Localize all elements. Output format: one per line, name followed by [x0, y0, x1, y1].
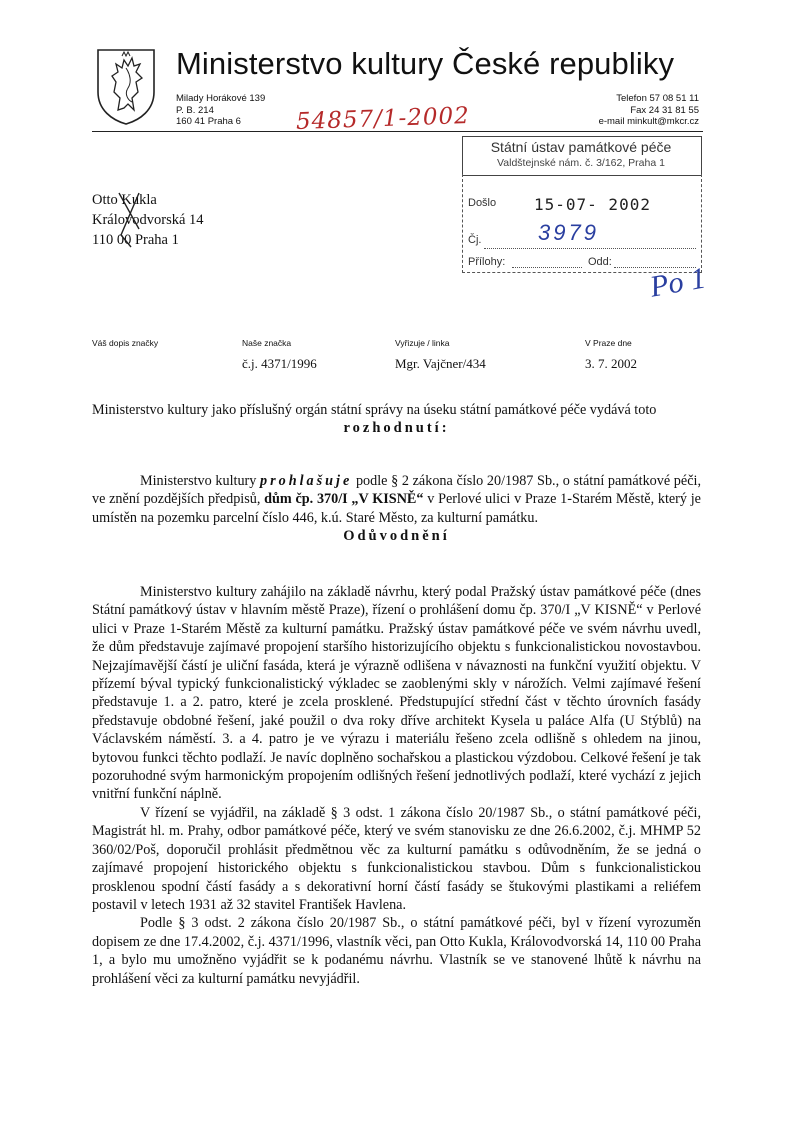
- decision-house: dům čp. 370/I „V KISNĚ“: [264, 491, 424, 508]
- stamp-department-label: Odd:: [588, 256, 612, 268]
- decision-text-b: podle § 2 zákona číslo 20/1987 Sb., o státní památkové péči, ve znění pozdějších předpisů,: [92, 473, 701, 508]
- reasoning-section: [92, 583, 701, 988]
- stamp-organization: Státní ústav památkové péče: [490, 139, 672, 155]
- our-reference: č.j. 4371/1996: [242, 356, 317, 371]
- fax: Fax 24 31 81 55: [630, 104, 699, 116]
- intro-text: Ministerstvo kultury jako příslušný orgán státní správy na úseku státní památkové péče vydává toto: [92, 402, 657, 418]
- handwritten-po-mark: Po 1: [647, 261, 709, 304]
- stamp-ref-line: [484, 248, 696, 249]
- decision-text-c: v Perlové ulici v Praze 1-Starém Městě, který je umístěn na pozemku parcelní číslo 446, k.ú. Staré Město, za kulturní památku.: [92, 491, 701, 526]
- reasoning-paragraph-2: V řízení se vyjádřil, na základě § 3 odst. 1 zákona číslo 20/1987 Sb., o státní památkové péči, Magistrát hl. m. Prahy, odbor památkové péče, který ve svém stanovisku ze dne 26.6.2002, č.j. MHMP 52 360/02/Poš, doporučil prohlásit předmětnou věc za kulturní památku s odůvodněním, že se jedná o zajímavé propojení historického objektu s funkcionalistickou stavbou. Dům s funkcionalistickou prosklenou spodní částí fasády a s dekorativní horní částí fasády se štukovými plastikami a reliéfem postavil v letech 1931 až 32 stavitel František Havlena.: [92, 804, 701, 913]
- label-our-reference: Naše značka: [242, 338, 292, 348]
- handled-by: Mgr. Vajčner/434: [395, 356, 486, 371]
- reasoning-heading: Odůvodnění: [343, 528, 450, 545]
- label-date: V Praze dne: [585, 338, 632, 348]
- recipient-name: Otto Kukla: [92, 192, 157, 208]
- coat-of-arms-logo: [96, 48, 156, 126]
- email: e-mail minkult@mkcr.cz: [598, 116, 699, 127]
- decision-paragraph: [92, 472, 701, 546]
- handwritten-strike-mark: [117, 189, 141, 251]
- recipient-address: [92, 190, 204, 250]
- receipt-stamp: [462, 136, 702, 274]
- stamp-ref-label: Čj.: [468, 234, 482, 246]
- reasoning-paragraph-1: Ministerstvo kultury zahájilo na základě návrhu, který podal Pražský ústav památkové péče (dnes Státní památkový ústav v hlavním městě Praze), řízení o prohlášení domu čp. 370/I „V KISNĚ“ v Perlové ulici v Praze 1-Starém Městě za kulturní památku. Pražský ústav památkové péče ve svém návrhu uvedl, že dům představuje zajímavé propojení staršího historizujícího objektu s funkcionalistickou novostavbou. Nejzajímavější částí je uliční fasáda, která je výrazně odlišena v návaznosti na funkční využití objektu. V přízemí býval typický funkcionalistický výkladec se zaoblenými skly v nárožích. Velmi zajímavé řešení představuje 1. a 2. patro, které je zcela prosklené. Předstupující střední část v těchto úrovních fasády představuje obdobné řešení, jaké použil o dva roky dříve architekt Kysela u paláce Alfa (U Stýblů) na Václavském náměstí. 3. a 4. patro je ve výrazu i materiálu řešeno zcela odlišně s ohledem na jinou, bytovou funkci těchto podlaží. Je navíc doplněno sochařskou a plastickou výzdobou. Celkové řešení je tak pozoruhodné svým harmonickým propojením odlišných řešení jednotlivých podlaží, které vychází z jejich vnitřní funkční náplně.: [92, 584, 701, 803]
- address-line: P. B. 214: [176, 104, 214, 116]
- label-your-letter: Váš dopis značky: [92, 338, 159, 348]
- stamp-attachments-label: Přílohy:: [468, 256, 506, 268]
- ministry-address: [176, 93, 265, 128]
- phone: Telefon 57 08 51 11: [616, 93, 699, 104]
- decision-heading: rozhodnutí:: [343, 420, 450, 437]
- handwritten-reference-number: 54857/1-2002: [295, 102, 471, 136]
- decision-text-a: Ministerstvo kultury: [140, 473, 261, 489]
- stamp-received-label: Došlo: [468, 197, 497, 209]
- address-line: 160 41 Praha 6: [176, 116, 241, 127]
- stamp-organization-address: Valdštejnské nám. č. 3/162, Praha 1: [497, 157, 665, 169]
- stamp-received-date: 15-07- 2002: [534, 195, 651, 214]
- ministry-contact: [599, 93, 699, 128]
- reasoning-paragraph-3: Podle § 3 odst. 2 zákona číslo 20/1987 Sb., o státní památkové péči, byl v řízení vyrozuměn dopisem ze dne 17.4.2002, č.j. 4371/1996, vlastník věci, pan Otto Kukla, Královodvorská 14, 110 00 Praha 1, a bylo mu umožněno vyjádřit se k podanému návrhu. Vlastník se ve stanovené lhůtě k návrhu na prohlášení věci za kulturní památku nevyjádřil.: [92, 915, 701, 987]
- ministry-title: Ministerstvo kultury České republiky: [176, 46, 675, 81]
- recipient-street: Královodvorská 14: [92, 212, 204, 228]
- recipient-city: 110 00 Praha 1: [92, 232, 179, 248]
- stamp-ref-number: 3979: [538, 220, 599, 245]
- letter-date: 3. 7. 2002: [585, 356, 637, 371]
- address-line: Milady Horákové 139: [176, 93, 266, 104]
- label-handled-by: Vyřizuje / linka: [395, 338, 450, 348]
- stamp-attachments-line: [512, 267, 582, 268]
- decision-declares: prohlašuje: [260, 473, 353, 489]
- intro-paragraph: [92, 401, 701, 438]
